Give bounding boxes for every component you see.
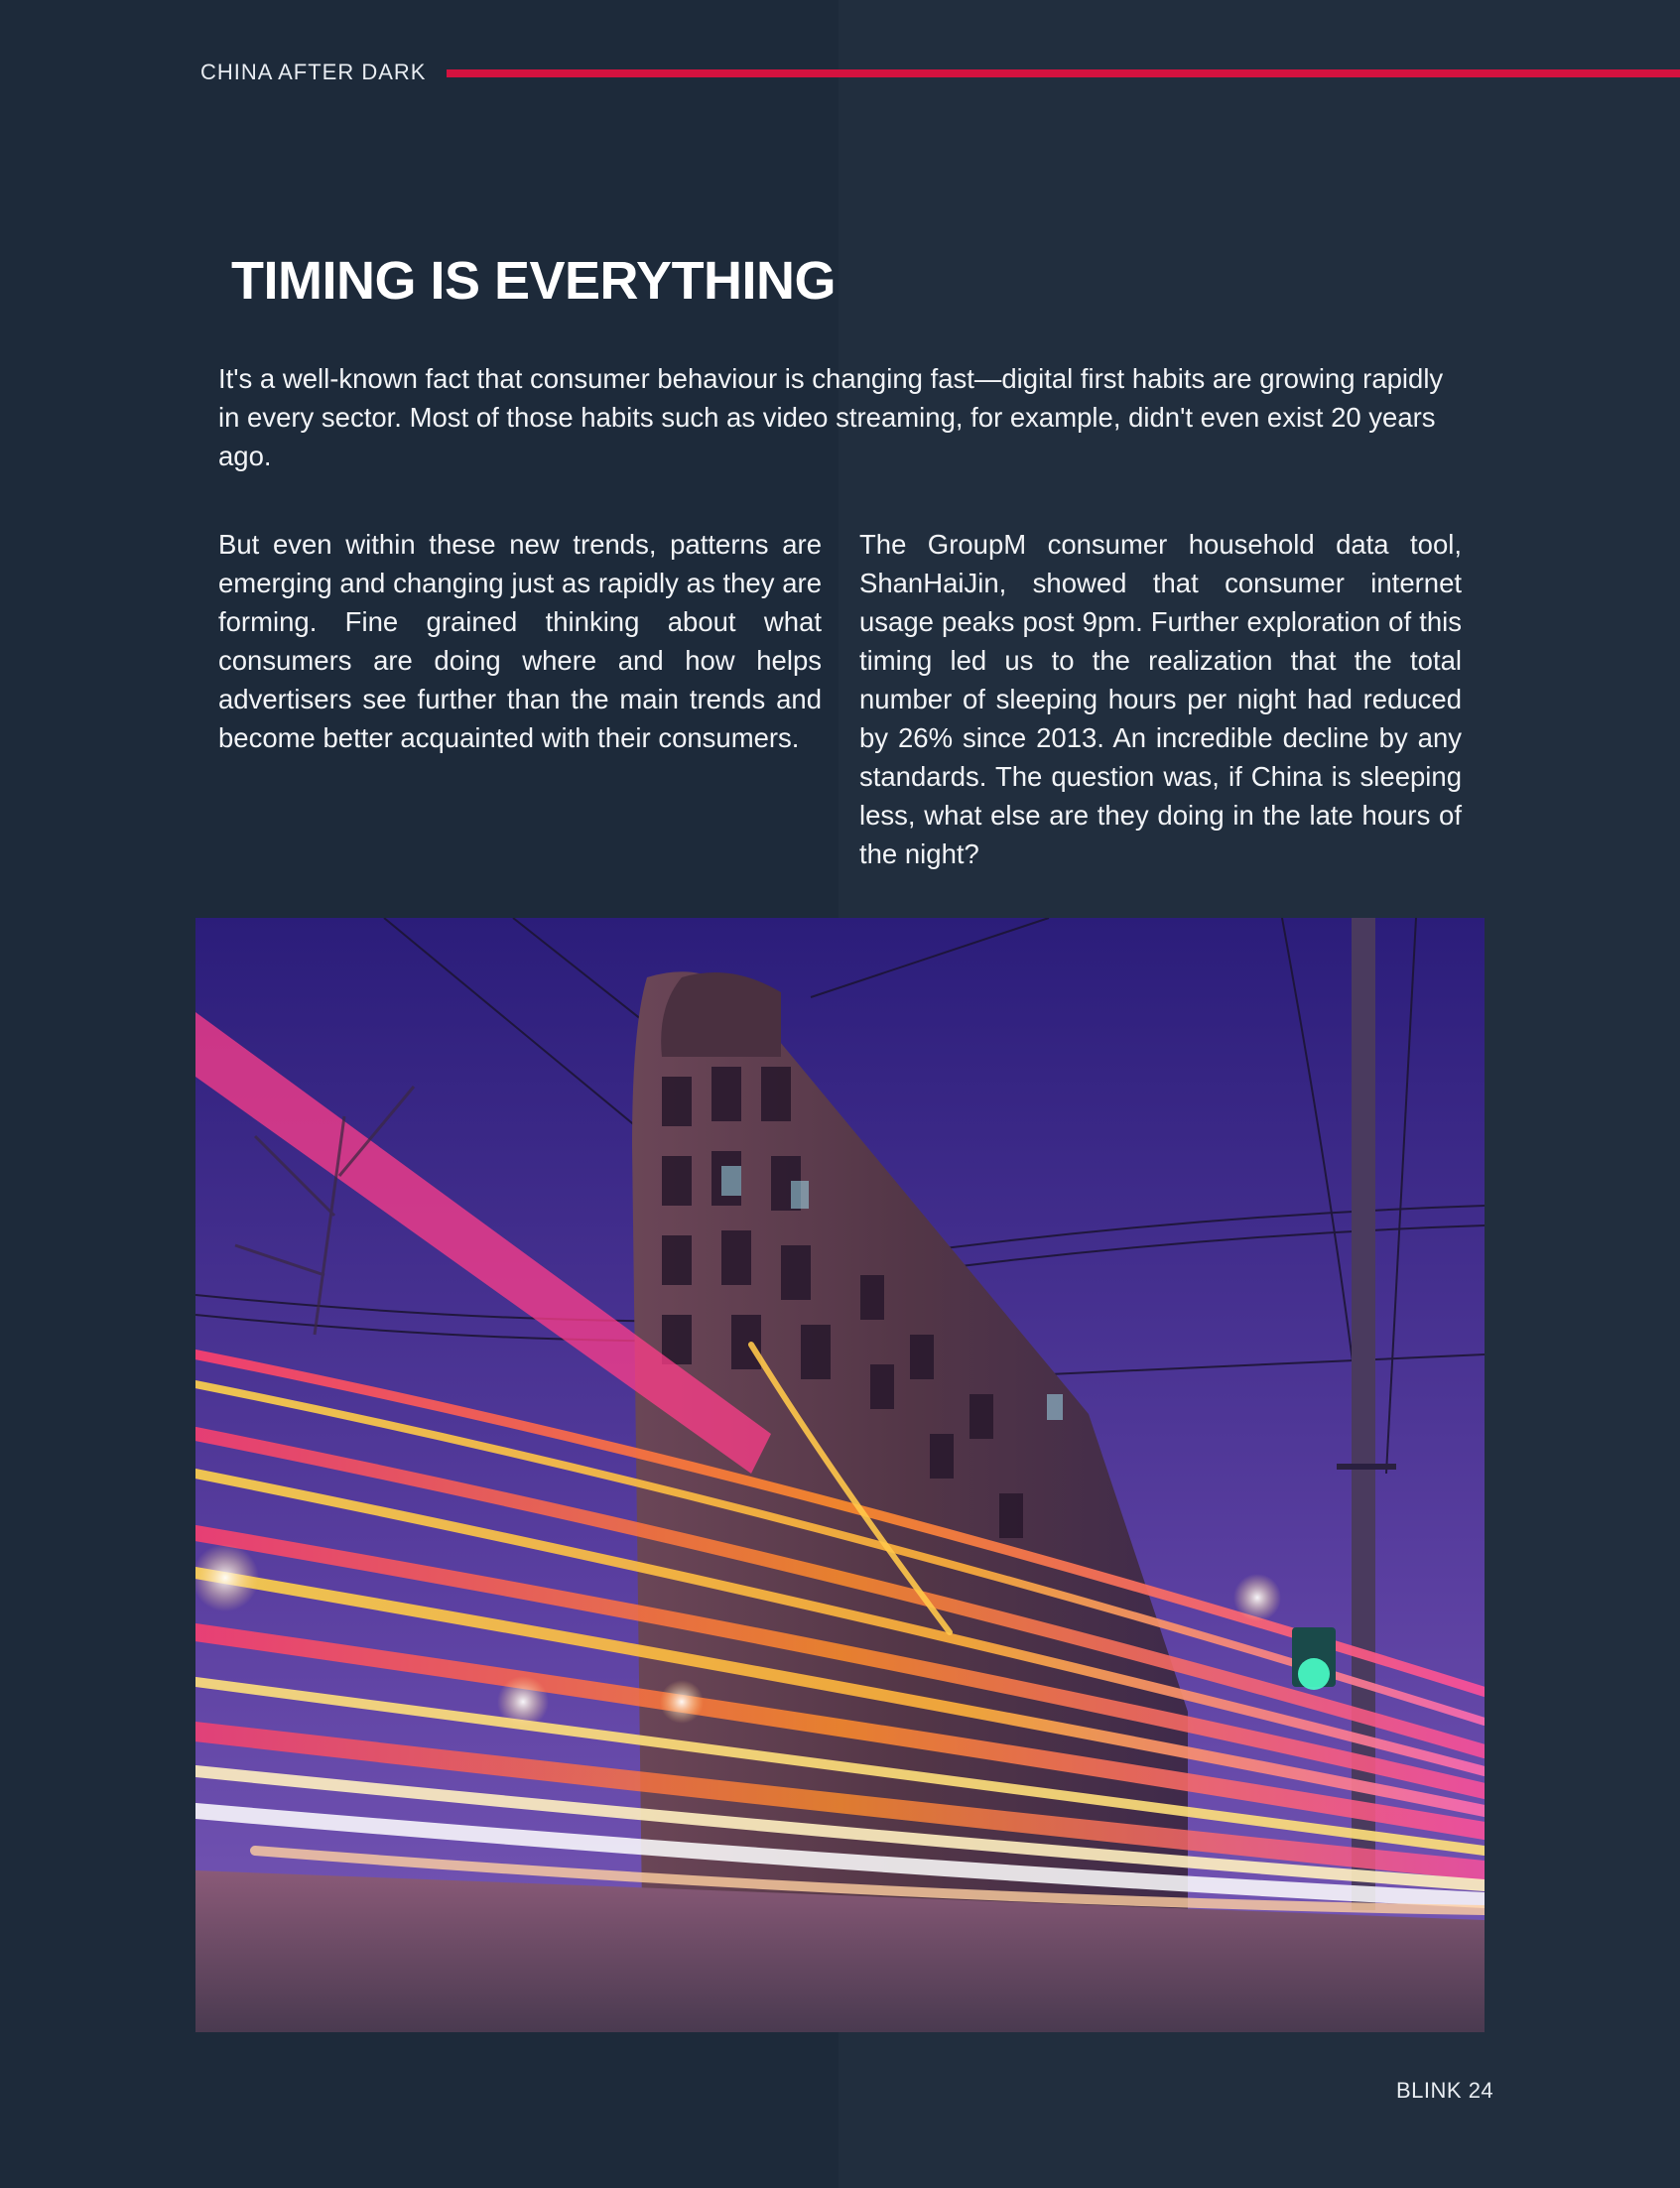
article-title: TIMING IS EVERYTHING — [231, 251, 837, 311]
body-column-right: The GroupM consumer household data tool, ShanHaiJin, showed that consumer internet usage peaks post 9pm. Further exploration of this timing led us to the realization that the total number of sleeping hours per night had reduced by 26% since 2013. An incredible decline by any standards. The question was, if China is sleeping less, what else are they doing in the late hours of the night? — [859, 529, 1462, 869]
section-label: CHINA AFTER DARK — [200, 60, 427, 84]
body-column-left: But even within these new trends, patterns are emerging and changing just as rapidly as they are forming. Fine grained thinking about what consumers are doing where and how helps advertisers see further than the main trends and become better acquainted with their consumers. — [218, 529, 822, 753]
intro-paragraph: It's a well-known fact that consumer behaviour is changing fast—digital first habits are growing rapidly in every sector. Most of those habits such as video streaming, for example, didn't even exist 20 years ago. — [218, 363, 1444, 471]
header-accent-rule — [447, 69, 1680, 77]
street-photo — [195, 918, 1485, 2032]
street-photo-illustration — [195, 918, 1485, 2032]
page-number: BLINK 24 — [1396, 2078, 1494, 2103]
